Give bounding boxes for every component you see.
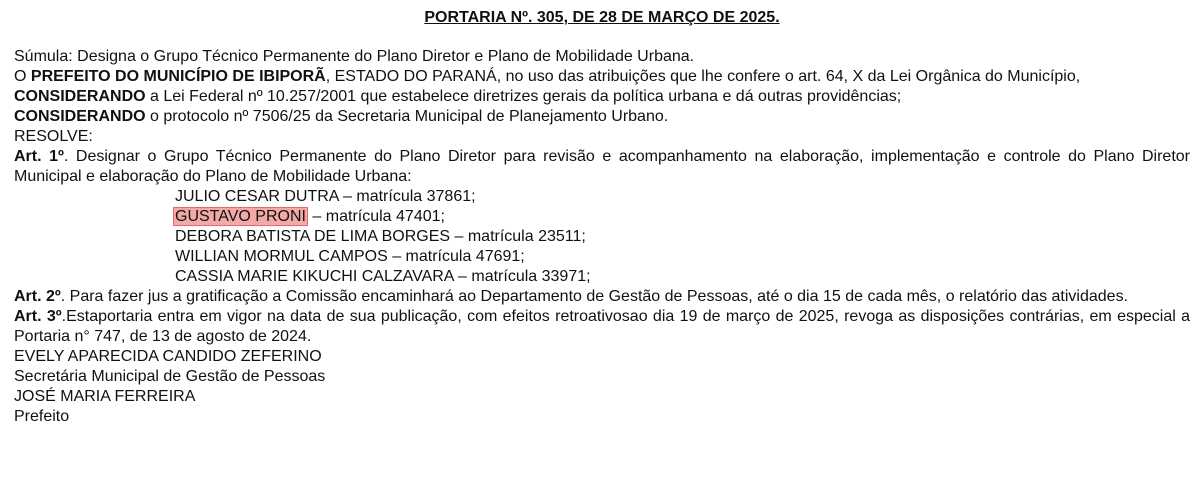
- article-label: Art. 2º: [14, 288, 61, 305]
- sumula: Súmula: Designa o Grupo Técnico Permanente do Plano Diretor e Plano de Mobilidade Urbana.: [14, 48, 695, 65]
- member-name: WILLIAN MORMUL CAMPOS: [175, 248, 388, 265]
- member-registration: – matrícula 47401;: [307, 208, 445, 225]
- list-item: [175, 227, 1190, 247]
- article-text: . Designar o Grupo Técnico Permanente do Plano Diretor para revisão e acompanhamento na elaboração, implementação e controle do Plano Diretor Municipal e elaboração do Plano de Mobilidade Urbana:: [14, 148, 1191, 185]
- list-item: [175, 247, 1190, 267]
- signature-role-1: Secretária Municipal de Gestão de Pessoas: [14, 368, 326, 385]
- member-registration: – matrícula 47691;: [387, 248, 525, 265]
- member-list: [14, 187, 1190, 287]
- intro-paragraph: [14, 67, 1190, 87]
- member-registration: – matrícula 37861;: [338, 188, 476, 205]
- member-name: JULIO CESAR DUTRA: [175, 188, 339, 205]
- signature-name-1: EVELY APARECIDA CANDIDO ZEFERINO: [14, 348, 322, 365]
- document-title: PORTARIA Nº. 305, DE 28 DE MARÇO DE 2025.: [424, 9, 780, 26]
- article-text: . Para fazer jus a gratificação a Comissão encaminhará ao Departamento de Gestão de Pessoas, até o dia 15 de cada mês, o relatório das atividades.: [60, 288, 1129, 305]
- member-name: CASSIA MARIE KIKUCHI CALZAVARA: [175, 268, 454, 285]
- considerando-2: [14, 107, 1190, 127]
- considerando-label: CONSIDERANDO: [14, 108, 146, 125]
- considerando-1: [14, 87, 1190, 107]
- member-registration: – matrícula 23511;: [450, 228, 586, 245]
- list-item: [175, 267, 1190, 287]
- resolve: RESOLVE:: [14, 128, 93, 145]
- article-text: .Estaportaria entra em vigor na data de sua publicação, com efeitos retroativosao dia 19 de março de 2025, revoga as disposições contrárias, em especial a Portaria n° 747, de 13 de agosto de 2024.: [14, 308, 1190, 345]
- list-item: [175, 207, 1190, 227]
- member-name-highlighted: GUSTAVO PRONI: [175, 208, 306, 225]
- intro-prefix: O: [14, 68, 31, 85]
- member-name: DEBORA BATISTA DE LIMA BORGES: [175, 228, 451, 245]
- article-3: [14, 307, 1190, 347]
- intro-bold: PREFEITO DO MUNICÍPIO DE IBIPORÃ: [30, 68, 326, 85]
- considerando-label: CONSIDERANDO: [14, 88, 146, 105]
- article-1: [14, 147, 1190, 187]
- article-2: [14, 287, 1190, 307]
- member-registration: – matrícula 33971;: [453, 268, 591, 285]
- article-label: Art. 1º: [14, 148, 64, 165]
- document: [14, 8, 1190, 427]
- intro-rest: , ESTADO DO PARANÁ, no uso das atribuições que lhe confere o art. 64, X da Lei Orgânica do Município,: [325, 68, 1081, 85]
- signature-name-2: JOSÉ MARIA FERREIRA: [14, 388, 196, 405]
- signature-role-2: Prefeito: [14, 408, 70, 425]
- list-item: [175, 187, 1190, 207]
- considerando-text: a Lei Federal nº 10.257/2001 que estabelece diretrizes gerais da política urbana e dá outras providências;: [145, 88, 902, 105]
- article-label: Art. 3º: [14, 308, 62, 325]
- considerando-text: o protocolo nº 7506/25 da Secretaria Municipal de Planejamento Urbano.: [145, 108, 669, 125]
